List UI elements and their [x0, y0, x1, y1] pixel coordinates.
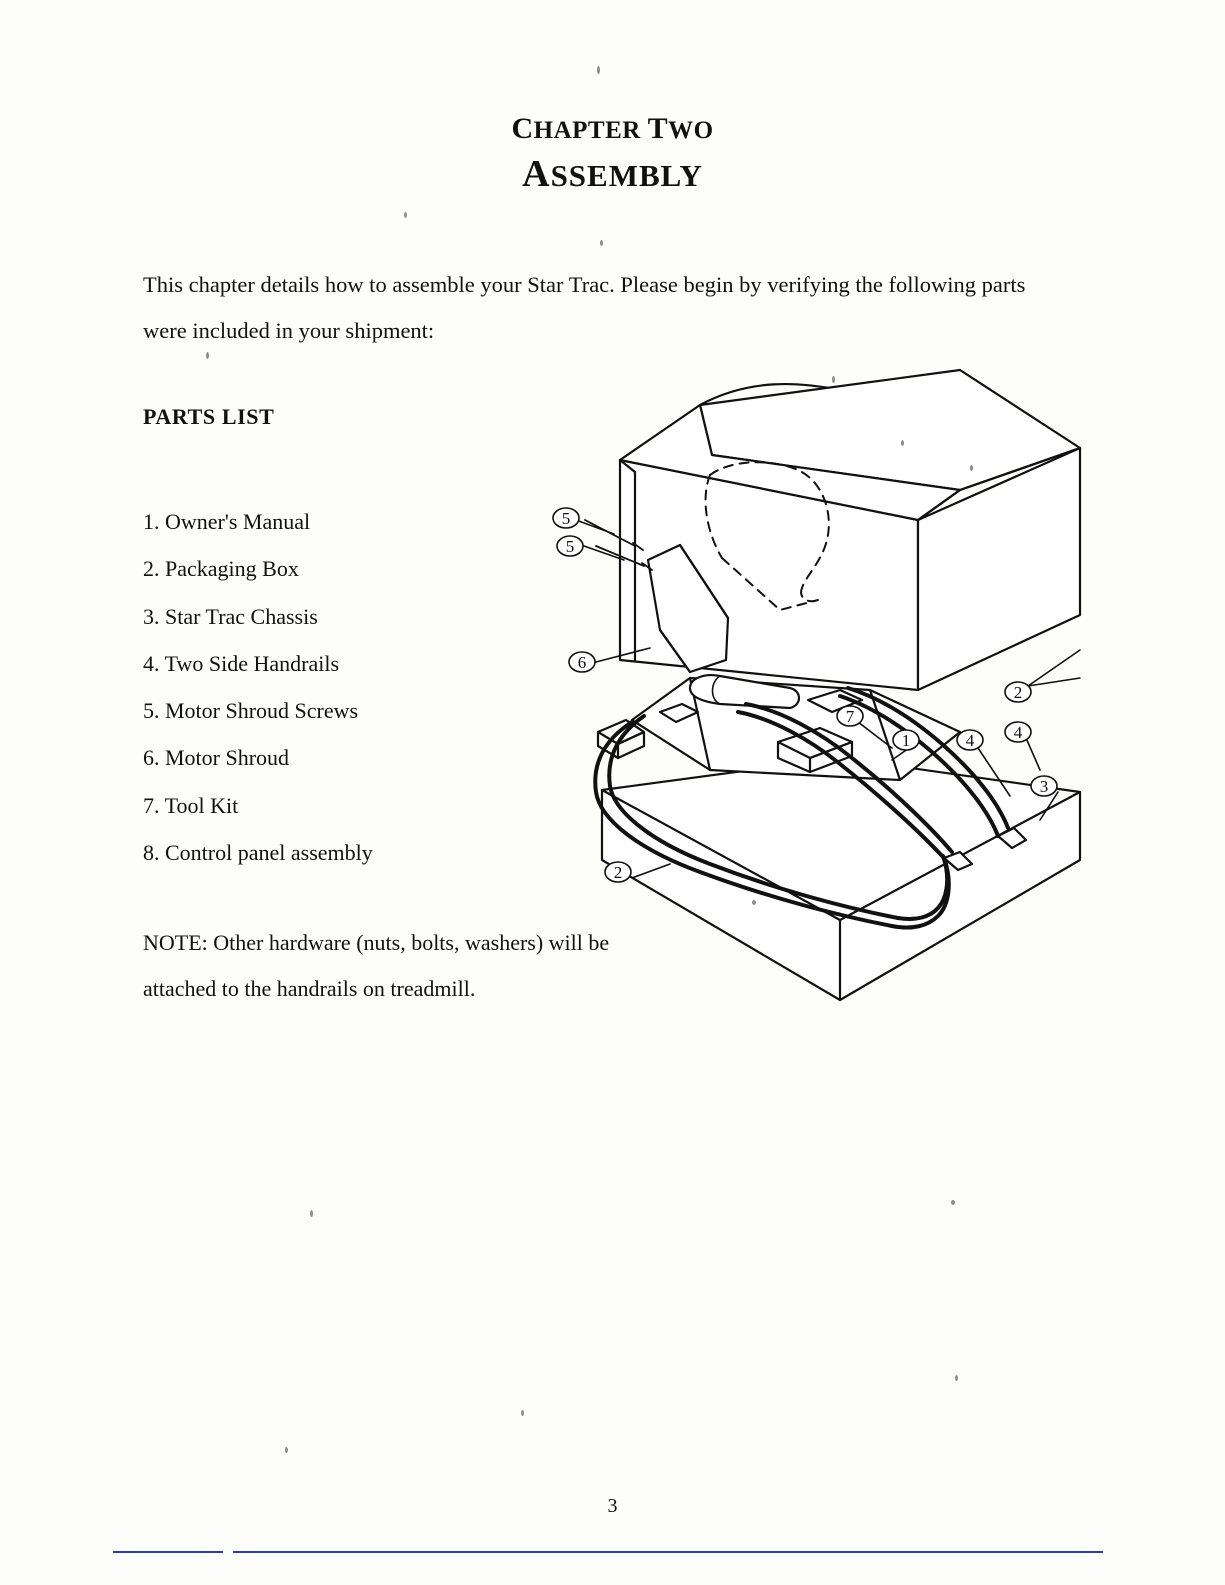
list-item: 1. Owner's Manual [143, 509, 311, 534]
list-item: 7. Tool Kit [143, 792, 239, 818]
list-item: 8. Control panel assembly [143, 840, 373, 866]
svg-text:3: 3 [1039, 777, 1049, 796]
svg-text:1: 1 [901, 731, 911, 750]
footer-rule-right [233, 1551, 1103, 1553]
page-number: 3 [607, 1495, 618, 1517]
svg-text:2: 2 [613, 863, 623, 882]
svg-text:7: 7 [845, 707, 855, 726]
svg-text:4: 4 [1013, 723, 1023, 742]
svg-text:4: 4 [965, 731, 975, 750]
scan-speck [521, 1410, 524, 1416]
scan-speck [597, 66, 600, 74]
page-title: ASSEMBLY [522, 153, 703, 195]
svg-text:2: 2 [1013, 683, 1023, 702]
scan-speck [285, 1447, 288, 1453]
list-item: 5. Motor Shroud Screws [143, 698, 359, 724]
svg-text:6: 6 [577, 653, 587, 672]
list-item: 2. Packaging Box [143, 556, 299, 582]
scan-speck [206, 352, 209, 359]
svg-text:5: 5 [561, 509, 571, 528]
footer-rule-left [113, 1551, 223, 1553]
svg-text:5: 5 [565, 537, 575, 556]
scan-speck [901, 440, 904, 446]
exploded-assembly-diagram [540, 360, 1120, 1020]
scan-speck [951, 1200, 955, 1205]
list-item: 6. Motor Shroud [143, 745, 290, 771]
scan-speck [310, 1210, 313, 1217]
scan-speck [970, 465, 973, 471]
chapter-label-text: CHAPTER TWO [511, 112, 714, 145]
intro-paragraph: This chapter details how to assemble your Star Trac. Please begin by verifying the following parts were included in your shipment: [143, 272, 1026, 343]
scan-speck [955, 1375, 958, 1381]
note-text: NOTE: Other hardware (nuts, bolts, washers) will be attached to the handrails on treadmill. [143, 930, 610, 1001]
list-item: 3. Star Trac Chassis [143, 603, 318, 629]
parts-list [143, 498, 573, 876]
parts-list-heading: PARTS LIST [143, 404, 275, 429]
scan-speck [832, 376, 835, 383]
scan-speck [404, 212, 407, 218]
chapter-label [0, 112, 1225, 146]
scan-speck [752, 900, 756, 905]
scan-speck [600, 240, 603, 246]
list-item: 4. Two Side Handrails [143, 650, 340, 676]
